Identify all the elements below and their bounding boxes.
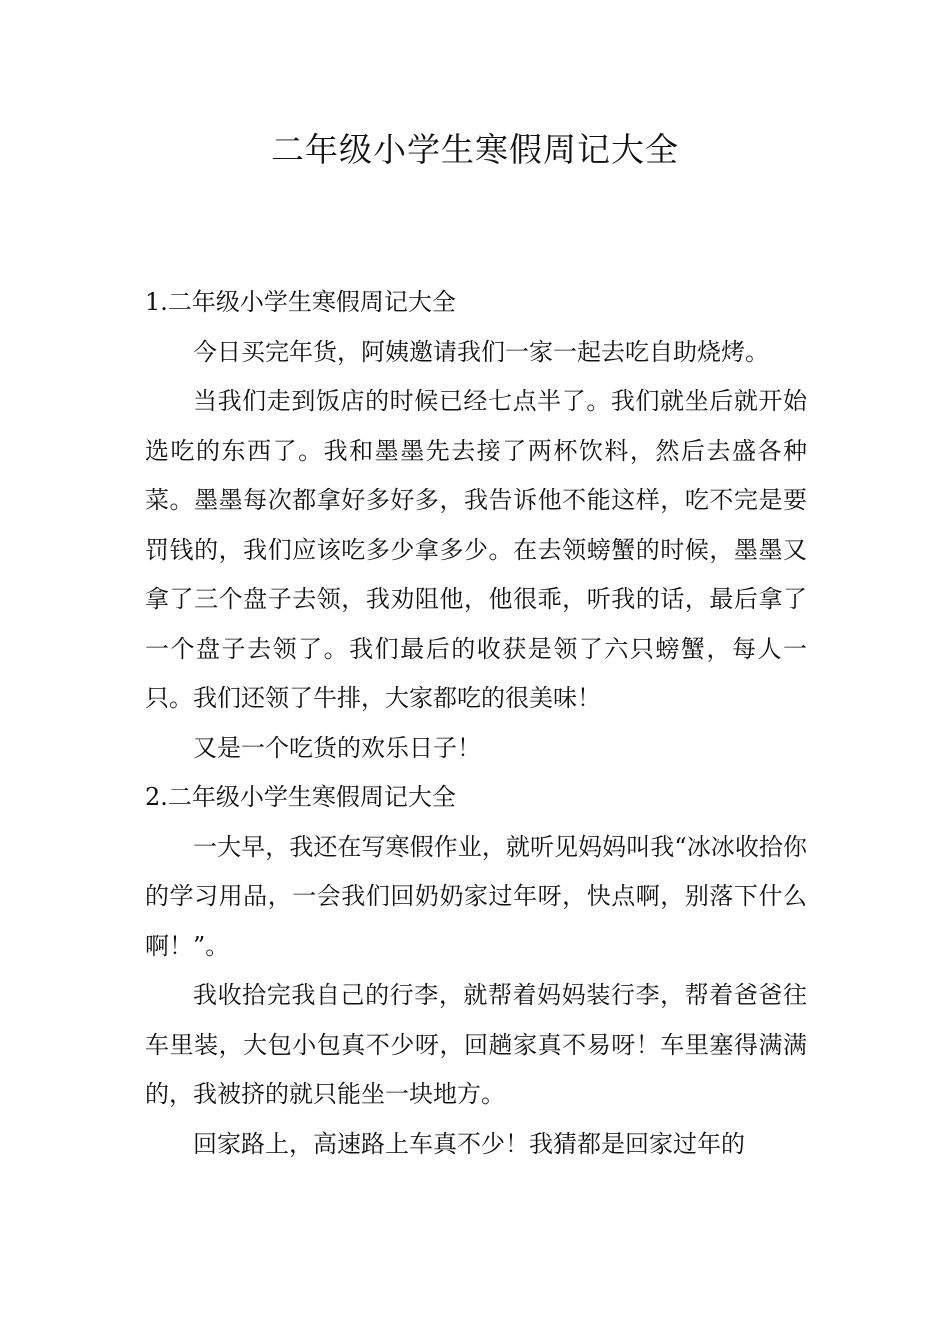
section-2-heading: 2.二年级小学生寒假周记大全 <box>145 783 456 811</box>
section-2-paragraph: 一大早，我还在写寒假作业，就听见妈妈叫我“冰冰收拾你的学习用品，一会我们回奶奶家过年呀，快点啊，别落下什么啊！”。 <box>145 832 807 960</box>
section-2-paragraph: 我收拾完我自己的行李，就帮着妈妈装行李，帮着爸爸往车里装，大包小包真不少呀，回趟家真不易呀！车里塞得满满的，我被挤的就只能坐一块地方。 <box>145 981 807 1108</box>
section-2-paragraph: 回家路上，高速路上车真不少！我猜都是回家过年的 <box>193 1129 745 1158</box>
section-1-paragraph: 又是一个吃货的欢乐日子！ <box>193 733 481 762</box>
section-1-paragraph: 当我们走到饭店的时候已经七点半了。我们就坐后就开始选吃的东西了。我和墨墨先去接了两杯饮料，然后去盛各种菜。墨墨每次都拿好多好多，我告诉他不能这样，吃不完是要罚钱的，我们应该吃多少拿多少。在去领螃蟹的时候，墨墨又拿了三个盘子去领，我劝阻他，他很乖，听我的话，最后拿了一个盘子去领了。我们最后的收获是领了六只螃蟹，每人一只。我们还领了牛排，大家都吃的很美味！ <box>145 387 807 712</box>
document-body <box>145 278 807 1169</box>
section-1-heading: 1.二年级小学生寒假周记大全 <box>145 288 456 316</box>
section-1-paragraph: 今日买完年货，阿姨邀请我们一家一起去吃自助烧烤。 <box>193 337 769 366</box>
document-title: 二年级小学生寒假周记大全 <box>271 130 679 169</box>
